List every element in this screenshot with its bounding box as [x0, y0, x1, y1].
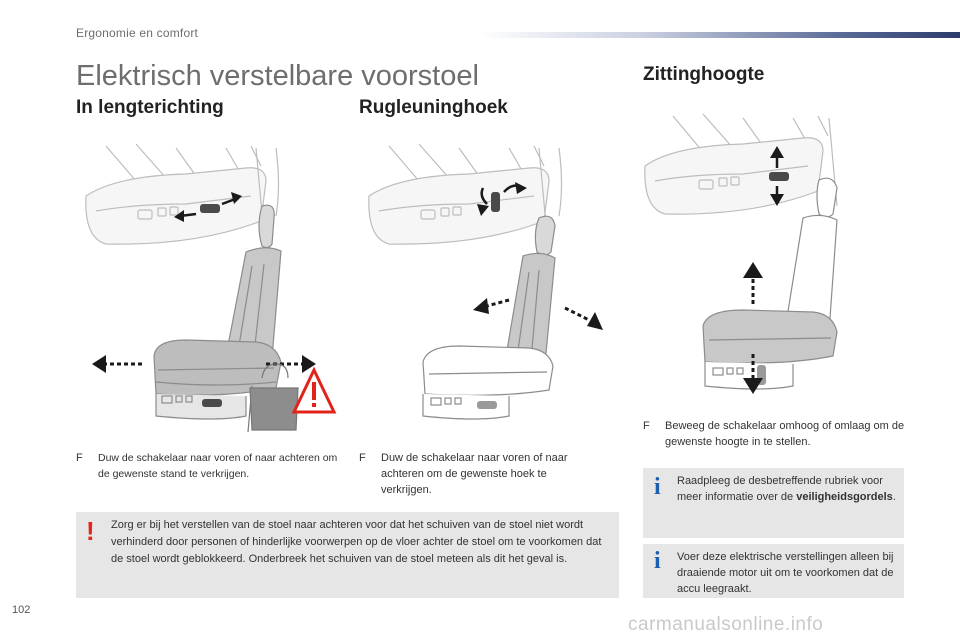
- backrest-angle-illustration: [359, 126, 621, 432]
- bullet-marker: F: [643, 420, 650, 432]
- info-icon: i: [654, 548, 661, 574]
- warning-icon: !: [86, 516, 95, 546]
- heading-rugleuninghoek: Rugleuninghoek: [359, 97, 508, 118]
- info-icon: i: [654, 474, 661, 500]
- instruction-text: Beweeg de schakelaar omhoog of omlaag om de gewenste hoogte in te stellen.: [665, 420, 905, 448]
- warning-text: Zorg er bij het verstellen van de stoel naar achteren voor dat het schuiven van de stoel niet wordt verhinderd door personen of hinderlijke voorwerpen op de vloer achter de stoel om te voorkomen dat de stoel wordt geblokkeerd. Onderbreek het schuiven van de stoel meteen als dit het geval is.: [111, 519, 602, 565]
- instruction-rugleuninghoek: [359, 450, 599, 498]
- instruction-text: Duw de schakelaar naar voren of naar achteren om de gewenste hoek te verkrijgen.: [381, 452, 568, 496]
- page-number: 102: [12, 604, 31, 616]
- section-label: Ergonomie en comfort: [76, 26, 199, 40]
- heading-zittinghoogte: Zittinghoogte: [643, 64, 765, 85]
- watermark: carmanualsonline.info: [628, 614, 824, 635]
- instruction-lengterichting: [76, 450, 338, 482]
- info-text-part: Raadpleeg de desbetreffende rubriek voor meer informatie over de: [677, 475, 883, 503]
- seat-height-illustration: [643, 110, 905, 400]
- header-bar: [478, 32, 960, 38]
- info-text-part: .: [892, 491, 896, 503]
- seat-length-illustration: [76, 126, 338, 432]
- heading-lengterichting: In lengterichting: [76, 97, 224, 118]
- instruction-text: Duw de schakelaar naar voren of naar achteren om de gewenste stand te verkrijgen.: [98, 452, 338, 480]
- info-link-veiligheidsgordels[interactable]: veiligheidsgordels: [796, 491, 893, 503]
- page-title: Elektrisch verstelbare voorstoel: [76, 60, 479, 92]
- bullet-marker: F: [359, 452, 366, 464]
- bullet-marker: F: [76, 452, 83, 464]
- info-text-seatbelts: [677, 473, 897, 505]
- instruction-zittinghoogte: [643, 418, 905, 450]
- info-text-engine: Voer deze elektrische verstellingen alleen bij draaiende motor uit om te voorkomen dat de accu leegraakt.: [677, 551, 894, 595]
